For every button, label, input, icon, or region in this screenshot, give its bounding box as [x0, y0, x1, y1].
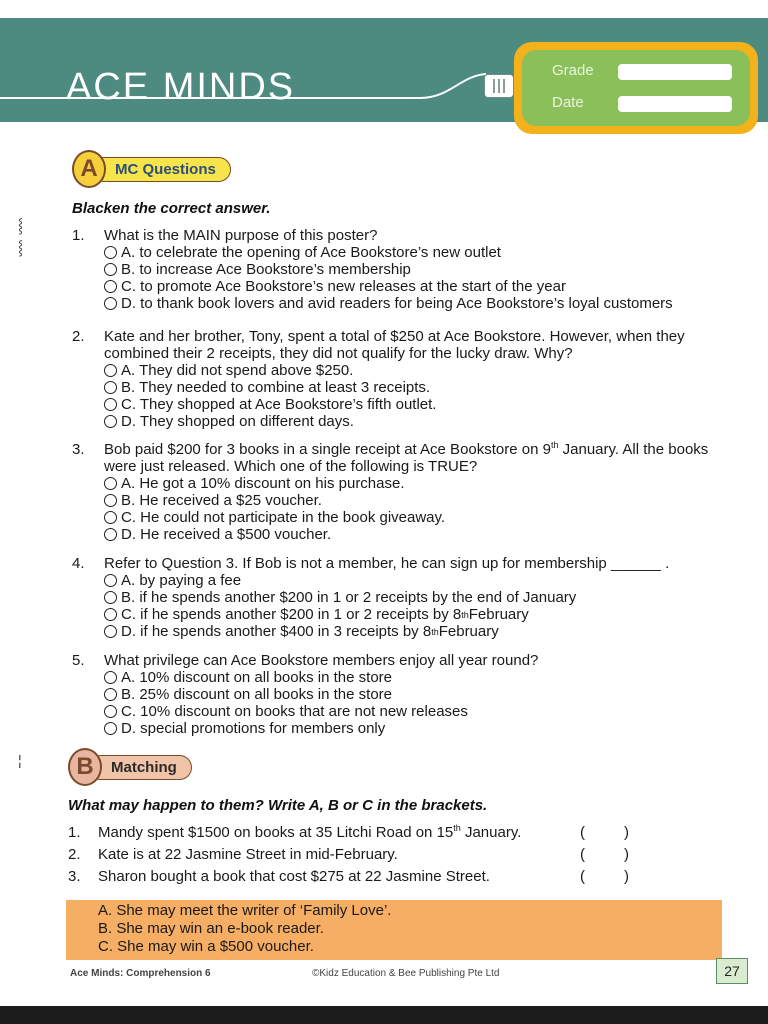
option-b[interactable]: B. if he spends another $200 in 1 or 2 receipts by the end of January	[104, 589, 742, 606]
radio-circle-icon[interactable]	[104, 722, 117, 735]
radio-circle-icon[interactable]	[104, 705, 117, 718]
radio-circle-icon[interactable]	[104, 415, 117, 428]
matching-item: 1. Mandy spent $1500 on books at 35 Litchi Road on 15th January. ( )	[68, 823, 629, 841]
answer-choices-box	[66, 900, 722, 960]
section-b-badge	[68, 748, 192, 786]
question-text: What is the MAIN purpose of this poster?	[104, 227, 378, 244]
question-number: 2.	[72, 328, 85, 345]
radio-circle-icon[interactable]	[104, 528, 117, 541]
radio-circle-icon[interactable]	[104, 398, 117, 411]
answer-bracket-close: )	[624, 824, 629, 841]
option-d[interactable]: D. to thank book lovers and avid readers for being Ace Bookstore’s loyal customers	[104, 295, 742, 312]
radio-circle-icon[interactable]	[104, 671, 117, 684]
top-margin-band	[0, 0, 768, 19]
question-5	[72, 652, 742, 737]
matching-item: 3. Sharon bought a book that cost $275 at 22 Jasmine Street. ( )	[68, 868, 629, 885]
answer-bracket-open[interactable]: (	[580, 868, 585, 885]
section-a-instruction: Blacken the correct answer.	[72, 200, 271, 217]
option-c[interactable]: C. if he spends another $200 in 1 or 2 receipts by 8 th February	[104, 606, 742, 623]
brand-title: ACE MINDS	[66, 66, 296, 108]
option-a[interactable]: A. He got a 10% discount on his purchase.	[104, 475, 742, 492]
radio-circle-icon[interactable]	[104, 574, 117, 587]
matching-item: 2. Kate is at 22 Jasmine Street in mid-February. ( )	[68, 846, 629, 863]
margin-mark: ⸾	[18, 217, 24, 233]
plug-icon	[484, 74, 514, 98]
section-a-badge	[72, 150, 231, 188]
question-number: 1.	[72, 227, 85, 244]
question-3	[72, 441, 742, 543]
radio-circle-icon[interactable]	[104, 511, 117, 524]
footer-copyright: ©Kidz Education & Bee Publishing Pte Ltd	[312, 968, 500, 979]
question-number: 4.	[72, 555, 85, 572]
question-1	[72, 227, 742, 312]
option-b[interactable]: B. 25% discount on all books in the store	[104, 686, 742, 703]
option-d[interactable]: D. special promotions for members only	[104, 720, 742, 737]
radio-circle-icon[interactable]	[104, 477, 117, 490]
option-b[interactable]: B. to increase Ace Bookstore’s membership	[104, 261, 742, 278]
radio-circle-icon[interactable]	[104, 263, 117, 276]
question-4	[72, 555, 742, 640]
question-text: Bob paid $200 for 3 books in a single receipt at Ace Bookstore on 9th January. All the books were just released. Which one of the following is TRUE?	[104, 440, 709, 475]
option-b[interactable]: B. He received a $25 voucher.	[104, 492, 742, 509]
page-number: 27	[716, 958, 748, 984]
question-text: What privilege can Ace Bookstore members enjoy all year round?	[104, 652, 539, 669]
option-c[interactable]: C. 10% discount on books that are not new releases	[104, 703, 742, 720]
answer-bracket-close: )	[624, 868, 629, 885]
margin-mark: ¦	[18, 752, 22, 768]
bottom-scan-edge	[0, 1006, 768, 1024]
page-header	[0, 18, 768, 122]
grade-label: Grade	[552, 62, 594, 79]
option-d[interactable]: D. if he spends another $400 in 3 receipts by 8 th February	[104, 623, 742, 640]
answer-bracket-open[interactable]: (	[580, 846, 585, 863]
radio-circle-icon[interactable]	[104, 591, 117, 604]
section-a-title: MC Questions	[92, 157, 231, 182]
option-a[interactable]: A. They did not spend above $250.	[104, 362, 742, 379]
footer-book-title: Ace Minds: Comprehension 6	[70, 968, 211, 979]
section-b-title: Matching	[88, 755, 192, 780]
question-text: Refer to Question 3. If Bob is not a member, he can sign up for membership ______ .	[104, 555, 670, 572]
question-number: 5.	[72, 652, 85, 669]
radio-circle-icon[interactable]	[104, 381, 117, 394]
date-field[interactable]	[618, 96, 732, 112]
date-label: Date	[552, 94, 584, 111]
answer-bracket-open[interactable]: (	[580, 824, 585, 841]
radio-circle-icon[interactable]	[104, 246, 117, 259]
question-text: Kate and her brother, Tony, spent a total of $250 at Ace Bookstore. However, when they combined their 2 receipts, they did not qualify for the lucky draw. Why?	[104, 328, 685, 362]
answer-bracket-close: )	[624, 846, 629, 863]
section-a-letter-icon: A	[72, 150, 106, 188]
radio-circle-icon[interactable]	[104, 280, 117, 293]
option-c[interactable]: C. to promote Ace Bookstore’s new releases at the start of the year	[104, 278, 742, 295]
radio-circle-icon[interactable]	[104, 608, 117, 621]
section-b-letter-icon: B	[68, 748, 102, 786]
radio-circle-icon[interactable]	[104, 625, 117, 638]
option-d[interactable]: D. They shopped on different days.	[104, 413, 742, 430]
option-a[interactable]: A. 10% discount on all books in the store	[104, 669, 742, 686]
radio-circle-icon[interactable]	[104, 364, 117, 377]
margin-mark: ⸾	[18, 239, 24, 255]
answer-choice: A. She may meet the writer of ‘Family Love’.	[98, 902, 392, 919]
answer-choice: C. She may win a $500 voucher.	[98, 938, 314, 955]
radio-circle-icon[interactable]	[104, 688, 117, 701]
option-c[interactable]: C. They shopped at Ace Bookstore’s fifth outlet.	[104, 396, 742, 413]
answer-choice: B. She may win an e-book reader.	[98, 920, 324, 937]
radio-circle-icon[interactable]	[104, 297, 117, 310]
option-a[interactable]: A. by paying a fee	[104, 572, 742, 589]
option-b[interactable]: B. They needed to combine at least 3 receipts.	[104, 379, 742, 396]
question-2	[72, 328, 742, 430]
section-b-instruction: What may happen to them? Write A, B or C in the brackets.	[68, 797, 488, 814]
radio-circle-icon[interactable]	[104, 494, 117, 507]
option-d[interactable]: D. He received a $500 voucher.	[104, 526, 742, 543]
grade-date-panel	[514, 42, 758, 134]
grade-field[interactable]	[618, 64, 732, 80]
question-number: 3.	[72, 441, 85, 458]
option-c[interactable]: C. He could not participate in the book giveaway.	[104, 509, 742, 526]
option-a[interactable]: A. to celebrate the opening of Ace Bookstore’s new outlet	[104, 244, 742, 261]
